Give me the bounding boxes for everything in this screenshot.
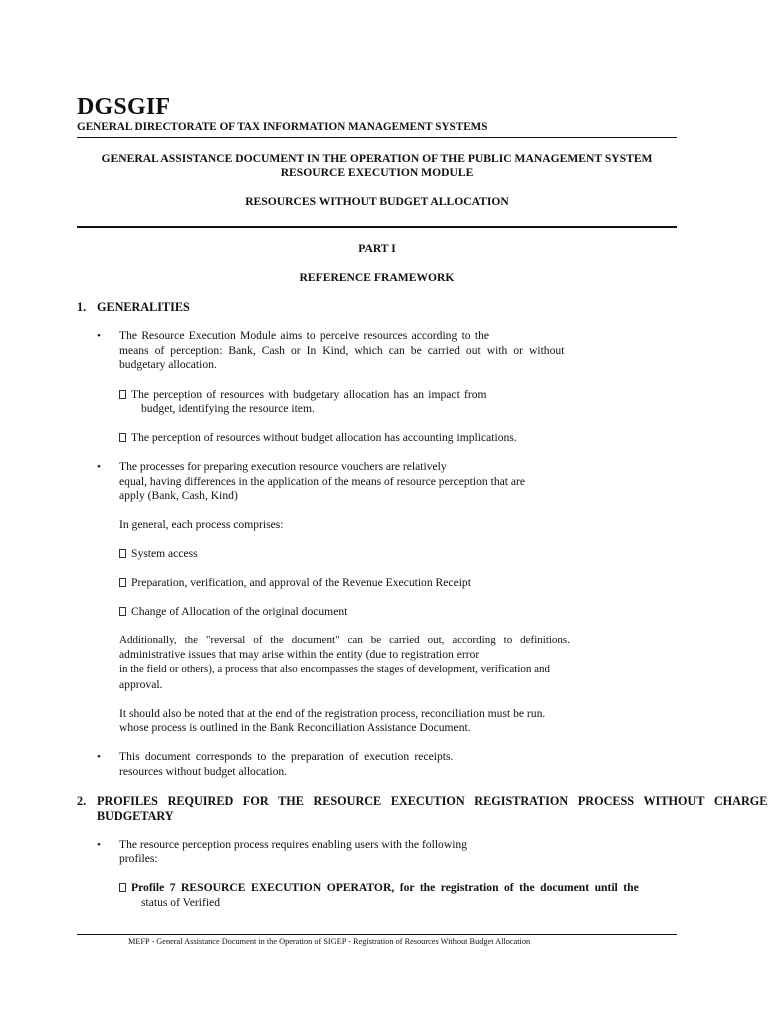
step-item [119, 605, 347, 618]
bullet-3-line-1: This document corresponds to the preparation of execution receipts. [119, 750, 454, 763]
section-2-heading-line-2: BUDGETARY [97, 809, 174, 823]
profile-7-text: Profile 7 RESOURCE EXECUTION OPERATOR, for the registration of the document until the [131, 881, 639, 894]
square-bullet-icon [119, 433, 126, 442]
sub-item-2 [119, 431, 517, 444]
part-name: REFERENCE FRAMEWORK [299, 271, 455, 284]
document-title-line-3: RESOURCES WITHOUT BUDGET ALLOCATION [245, 195, 509, 208]
bullet-2-line-3: apply (Bank, Cash, Kind) [119, 489, 238, 502]
organization-acronym: DGSGIF [77, 94, 171, 120]
footer-rule [77, 934, 677, 935]
additional-line-2: administrative issues that may arise within the entity (due to registration error [119, 648, 480, 661]
bullet-icon: • [97, 461, 101, 473]
step-text: Change of Allocation of the original document [131, 605, 348, 618]
step-text: Preparation, verification, and approval of the Revenue Execution Receipt [131, 576, 471, 589]
organization-full-name: GENERAL DIRECTORATE OF TAX INFORMATION MANAGEMENT SYSTEMS [77, 121, 488, 133]
note-line-1: It should also be noted that at the end of the registration process, reconciliation must be run. [119, 707, 546, 720]
section-2-number: 2. [77, 794, 87, 808]
bullet-2-line-1: The processes for preparing execution resource vouchers are relatively [119, 460, 447, 473]
general-intro: In general, each process comprises: [119, 518, 284, 531]
sub-item-2-text: The perception of resources without budget allocation has accounting implications. [131, 431, 517, 444]
square-bullet-icon [119, 549, 126, 558]
additional-line-3: in the field or others), a process that also encompasses the stages of development, verification and [119, 663, 551, 675]
profile-item-line-2: status of Verified [141, 896, 220, 909]
document-title-line-1: GENERAL ASSISTANCE DOCUMENT IN THE OPERATION OF THE PUBLIC MANAGEMENT SYSTEM [101, 152, 653, 165]
bullet-1-line-1: The Resource Execution Module aims to perceive resources according to the [119, 329, 490, 342]
step-item [119, 547, 198, 560]
bullet-3-line-2: resources without budget allocation. [119, 765, 288, 778]
sub-item-1-line-1: The perception of resources with budgetary allocation has an impact from [131, 388, 487, 401]
square-bullet-icon [119, 607, 126, 616]
step-text: System access [131, 547, 198, 560]
bullet-1-line-2: means of perception: Bank, Cash or In Kind, which can be carried out with or without [119, 344, 565, 357]
bullet-icon: • [97, 751, 101, 763]
section-2-bullet-line-1: The resource perception process requires enabling users with the following [119, 838, 468, 851]
title-rule [77, 226, 677, 228]
additional-line-1: Additionally, the "reversal of the document" can be carried out, according to definitions. [119, 634, 570, 646]
bullet-icon: • [97, 330, 101, 342]
section-2-bullet-line-2: profiles: [119, 852, 158, 865]
section-1-number: 1. [77, 300, 87, 314]
step-item [119, 576, 471, 589]
note-line-2: whose process is outlined in the Bank Reconciliation Assistance Document. [119, 721, 471, 734]
header-rule [77, 137, 677, 138]
part-label: PART I [358, 242, 396, 255]
square-bullet-icon [119, 883, 126, 892]
sub-item-1 [119, 388, 487, 401]
document-title-line-2: RESOURCE EXECUTION MODULE [280, 166, 474, 179]
bullet-2-line-2: equal, having differences in the application of the means of resource perception that are [119, 475, 526, 488]
bullet-1-line-3: budgetary allocation. [119, 358, 217, 371]
sub-item-1-line-2: budget, identifying the resource item. [141, 402, 315, 415]
page-footer: MEFP - General Assistance Document in the Operation of SIGEP - Registration of Resources Without Budget Allocation [128, 937, 531, 946]
profile-item [119, 881, 639, 894]
additional-line-4: approval. [119, 678, 163, 691]
section-2-heading-line-1: PROFILES REQUIRED FOR THE RESOURCE EXECUTION REGISTRATION PROCESS WITHOUT CHARGE [97, 794, 768, 808]
section-1-heading: GENERALITIES [97, 300, 190, 314]
square-bullet-icon [119, 578, 126, 587]
square-bullet-icon [119, 390, 126, 399]
bullet-icon: • [97, 839, 101, 851]
